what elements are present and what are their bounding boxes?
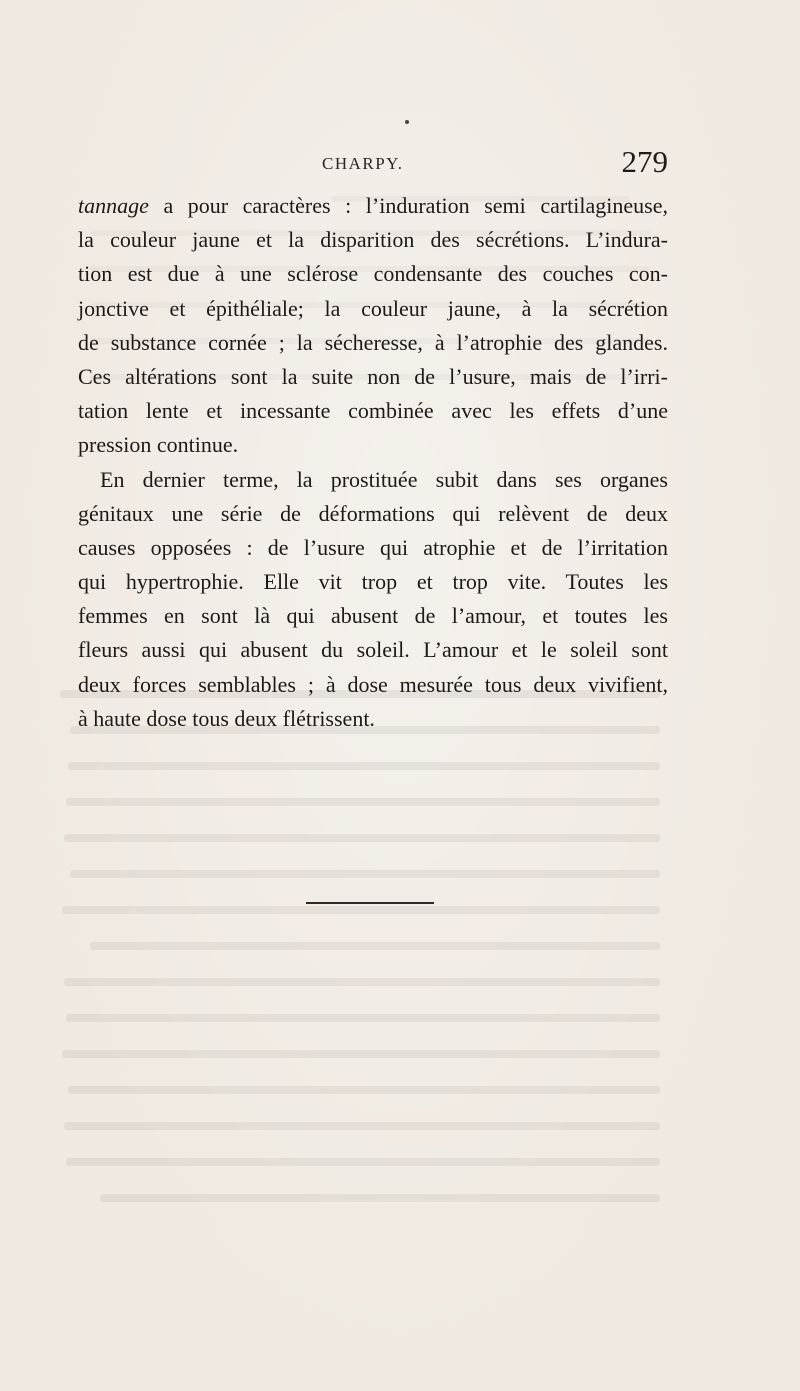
body-text — [78, 189, 668, 736]
text-line: de substance cornée ; la sécheresse, à l’atrophie des glandes. — [78, 329, 668, 355]
text-line: causes opposées : de l’usure qui atrophie et de l’irritation — [78, 534, 668, 560]
page-header — [78, 144, 668, 184]
text-line: la couleur jaune et la disparition des sécrétions. L’indura- — [78, 227, 668, 253]
section-rule — [306, 902, 434, 904]
text-line: jonctive et épithéliale; la couleur jaune, à la sécrétion — [78, 295, 668, 321]
text-line: pression continue. — [78, 432, 239, 458]
text-line: tion est due à une sclérose condensante des couches con- — [78, 261, 668, 287]
text-line: En dernier terme, la prostituée subit dans ses organes — [100, 466, 668, 492]
text-line: deux forces semblables ; à dose mesurée tous deux vivifient, — [78, 671, 668, 697]
text-line-rest: a pour caractères : l’induration semi cartilagineuse, — [148, 193, 668, 218]
text-line: génitaux une série de déformations qui relèvent de deux — [78, 500, 668, 526]
page-number: 279 — [621, 144, 668, 179]
text-line: femmes en sont là qui abusent de l’amour, et toutes les — [78, 603, 668, 629]
running-head: CHARPY. — [322, 154, 404, 173]
italic-term: tannage — [78, 193, 149, 218]
text-line: Ces altérations sont la suite non de l’usure, mais de l’irri- — [78, 363, 668, 389]
text-line — [78, 189, 668, 223]
text-line: tation lente et incessante combinée avec les effets d’une — [78, 398, 668, 424]
ink-dot — [405, 120, 409, 124]
text-line: à haute dose tous deux flétrissent. — [78, 705, 375, 731]
text-line: fleurs aussi qui abusent du soleil. L’amour et le soleil sont — [78, 637, 668, 663]
text-line: qui hypertrophie. Elle vit trop et trop vite. Toutes les — [78, 569, 668, 595]
